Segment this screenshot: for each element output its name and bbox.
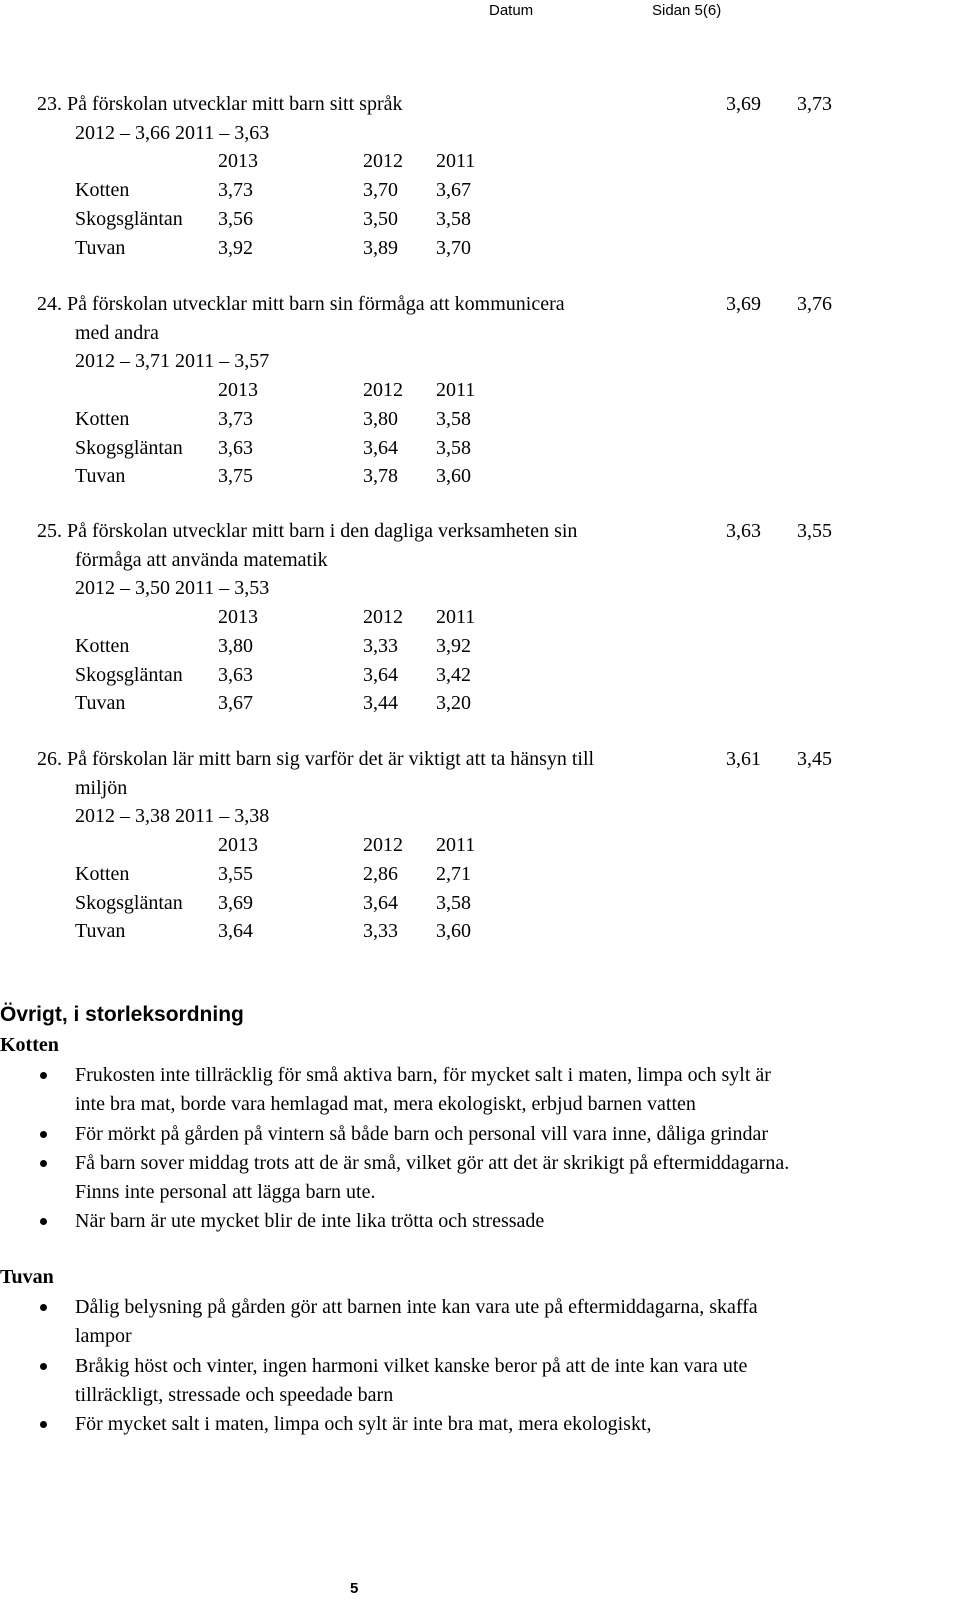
year-header: 2012 <box>363 150 403 173</box>
unit-value: 3,73 <box>218 407 253 430</box>
list-item-text: tillräckligt, stressade och speedade barn <box>75 1384 394 1406</box>
unit-value: 3,55 <box>218 862 253 885</box>
unit-name: Tuvan <box>75 920 126 943</box>
score-2013: 3,61 <box>726 748 761 770</box>
header-date: Datum <box>489 2 534 19</box>
unit-value: 3,64 <box>363 891 398 914</box>
previous-years: 2012 – 3,66 2011 – 3,63 <box>75 121 270 144</box>
year-header: 2011 <box>436 150 476 173</box>
unit-value: 3,73 <box>218 179 253 202</box>
question-text: 25. På förskolan utvecklar mitt barn i den dagliga verksamheten sin <box>37 520 578 542</box>
section-heading: Övrigt, i storleksordning <box>0 1003 244 1026</box>
question-text: miljön <box>75 776 128 799</box>
previous-years: 2012 – 3,71 2011 – 3,57 <box>75 350 270 373</box>
bullet-icon <box>40 1304 47 1311</box>
score-2013: 3,69 <box>726 93 761 115</box>
list-item-text: Finns inte personal att lägga barn ute. <box>75 1181 376 1203</box>
year-header: 2011 <box>436 834 476 857</box>
unit-name: Skogsgläntan <box>75 663 183 686</box>
unit-value: 3,75 <box>218 465 253 488</box>
list-item-text: Dålig belysning på gården gör att barnen inte kan vara ute på eftermiddagarna, skaffa <box>75 1296 758 1318</box>
year-header: 2013 <box>218 150 258 173</box>
year-header: 2011 <box>436 379 476 402</box>
bullet-icon <box>40 1072 47 1079</box>
unit-name: Kotten <box>75 634 130 657</box>
unit-value: 3,60 <box>436 920 471 943</box>
unit-value: 3,63 <box>218 663 253 686</box>
score-2013: 3,69 <box>726 293 761 315</box>
unit-value: 3,44 <box>363 692 398 715</box>
score-2012: 3,45 <box>797 748 832 770</box>
unit-value: 3,33 <box>363 920 398 943</box>
unit-value: 3,58 <box>436 891 471 914</box>
unit-value: 3,80 <box>218 634 253 657</box>
unit-name: Kotten <box>75 407 130 430</box>
unit-name: Kotten <box>75 179 130 202</box>
list-item-text: För mörkt på gården på vintern så både barn och personal vill vara inne, dåliga grindar <box>75 1123 769 1145</box>
unit-value: 3,92 <box>436 634 471 657</box>
list-item-text: När barn är ute mycket blir de inte lika trötta och stressade <box>75 1210 545 1232</box>
header-page: Sidan 5(6) <box>652 2 722 19</box>
list-item-text: För mycket salt i maten, limpa och sylt är inte bra mat, mera ekologiskt, <box>75 1413 652 1435</box>
unit-value: 3,64 <box>363 436 398 459</box>
year-header: 2012 <box>363 834 403 857</box>
unit-value: 3,67 <box>218 692 253 715</box>
unit-value: 3,42 <box>436 663 471 686</box>
bullet-icon <box>40 1160 47 1167</box>
list-item-text: Bråkig höst och vinter, ingen harmoni vilket kanske beror på att de inte kan vara ute <box>75 1355 748 1377</box>
score-2012: 3,76 <box>797 293 832 315</box>
previous-years: 2012 – 3,38 2011 – 3,38 <box>75 805 270 828</box>
unit-value: 2,86 <box>363 862 398 885</box>
bullet-icon <box>40 1131 47 1138</box>
unit-value: 3,58 <box>436 207 471 230</box>
year-header: 2013 <box>218 379 258 402</box>
unit-value: 3,92 <box>218 236 253 259</box>
year-header: 2013 <box>218 834 258 857</box>
unit-value: 3,67 <box>436 179 471 202</box>
year-header: 2013 <box>218 606 258 629</box>
question-text: 23. På förskolan utvecklar mitt barn sitt språk <box>37 93 403 115</box>
score-2012: 3,55 <box>797 520 832 542</box>
unit-value: 3,69 <box>218 891 253 914</box>
unit-name: Kotten <box>75 862 130 885</box>
question-text: 24. På förskolan utvecklar mitt barn sin förmåga att kommunicera <box>37 293 565 315</box>
year-header: 2011 <box>436 606 476 629</box>
list-item-text: Frukosten inte tillräcklig för små aktiva barn, för mycket salt i maten, limpa och sylt är <box>75 1064 771 1086</box>
unit-value: 3,56 <box>218 207 253 230</box>
unit-value: 3,60 <box>436 465 471 488</box>
unit-value: 3,70 <box>363 179 398 202</box>
list-item-text: inte bra mat, borde vara hemlagad mat, mera ekologiskt, erbjud barnen vatten <box>75 1093 696 1115</box>
score-2013: 3,63 <box>726 520 761 542</box>
score-2012: 3,73 <box>797 93 832 115</box>
unit-value: 3,50 <box>363 207 398 230</box>
unit-value: 3,64 <box>218 920 253 943</box>
unit-name: Tuvan <box>75 692 126 715</box>
bullet-icon <box>40 1218 47 1225</box>
unit-value: 3,63 <box>218 436 253 459</box>
unit-value: 2,71 <box>436 862 471 885</box>
unit-value: 3,64 <box>363 663 398 686</box>
bullet-icon <box>40 1421 47 1428</box>
unit-value: 3,20 <box>436 692 471 715</box>
unit-value: 3,78 <box>363 465 398 488</box>
group-heading: Tuvan <box>0 1266 54 1288</box>
page-number: 5 <box>350 1580 359 1597</box>
year-header: 2012 <box>363 606 403 629</box>
unit-name: Skogsgläntan <box>75 207 183 230</box>
unit-name: Skogsgläntan <box>75 891 183 914</box>
unit-name: Skogsgläntan <box>75 436 183 459</box>
unit-value: 3,58 <box>436 436 471 459</box>
bullet-icon <box>40 1363 47 1370</box>
year-header: 2012 <box>363 379 403 402</box>
unit-value: 3,33 <box>363 634 398 657</box>
unit-name: Tuvan <box>75 465 126 488</box>
list-item-text: Få barn sover middag trots att de är små, vilket gör att det är skrikigt på eftermiddagarna. <box>75 1152 790 1174</box>
list-item-text: lampor <box>75 1325 132 1347</box>
previous-years: 2012 – 3,50 2011 – 3,53 <box>75 577 270 600</box>
question-text: 26. På förskolan lär mitt barn sig varför det är viktigt att ta hänsyn till <box>37 748 595 770</box>
unit-value: 3,58 <box>436 407 471 430</box>
unit-value: 3,70 <box>436 236 471 259</box>
unit-value: 3,80 <box>363 407 398 430</box>
question-text: förmåga att använda matematik <box>75 548 328 571</box>
question-text: med andra <box>75 321 159 344</box>
group-heading: Kotten <box>0 1034 59 1056</box>
unit-value: 3,89 <box>363 236 398 259</box>
unit-name: Tuvan <box>75 236 126 259</box>
